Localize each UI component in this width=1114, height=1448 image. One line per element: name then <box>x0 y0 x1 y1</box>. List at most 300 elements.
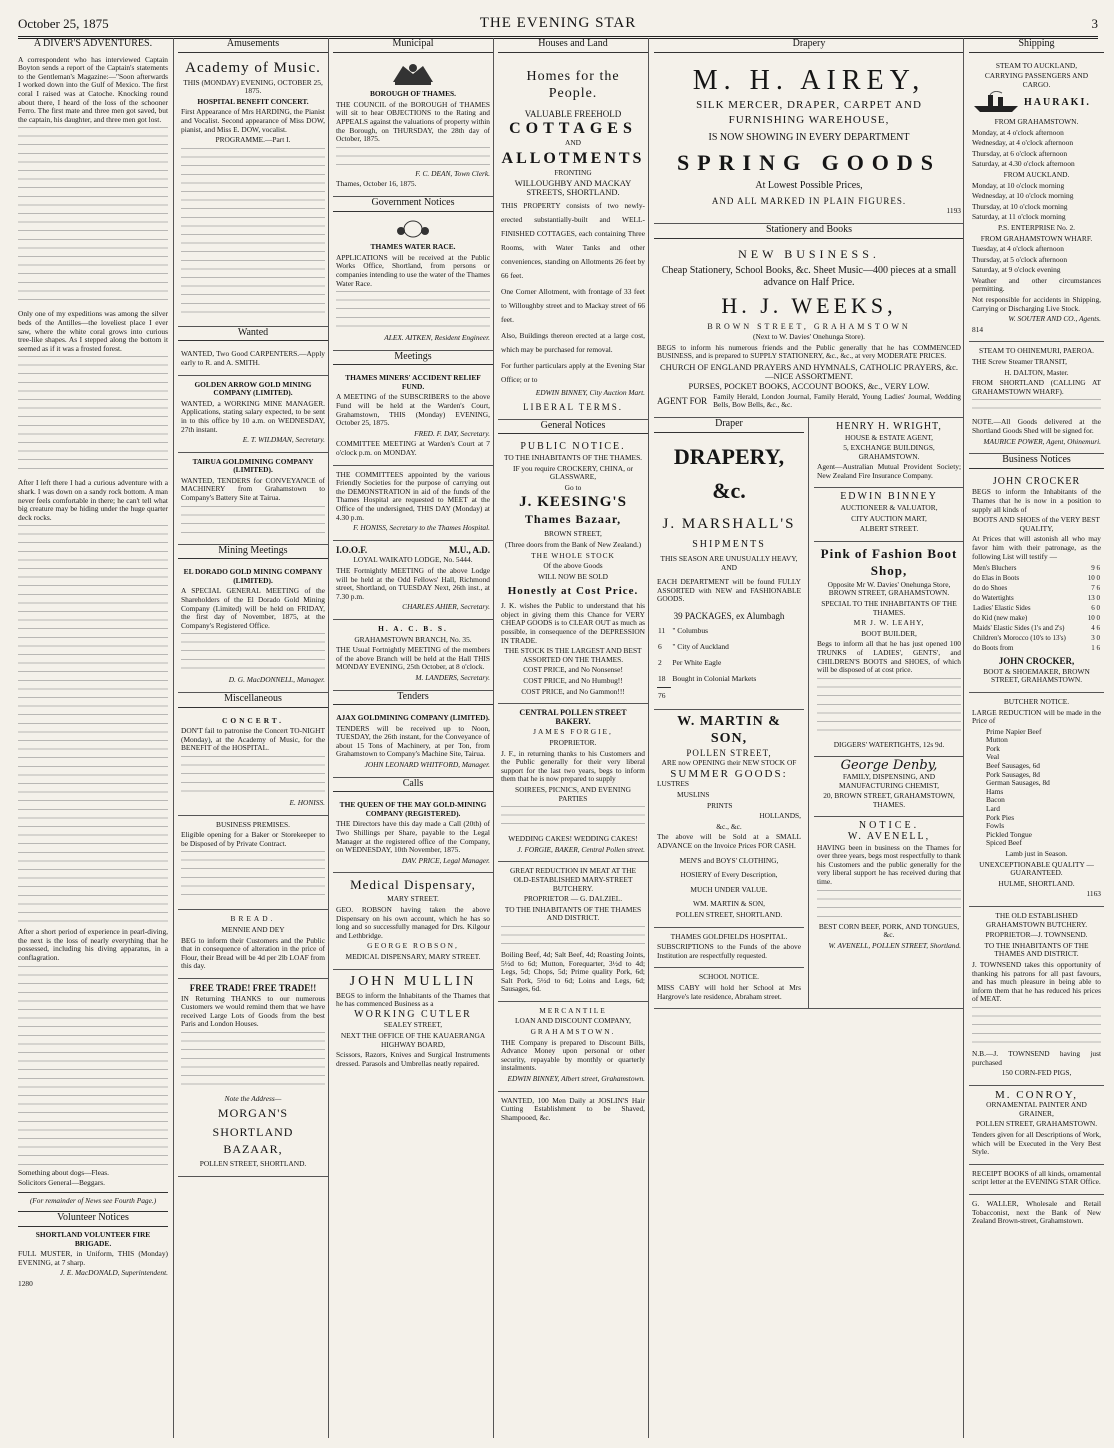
ad-body: IS NOW SHOWING IN EVERY DEPARTMENT <box>708 131 910 143</box>
ad-business-name: MR J. W. LEAHY, <box>853 618 925 628</box>
price-item: Maids' Elastic Sides (1's and 2's) <box>973 624 1065 633</box>
ad-body: THE Screw Steamer TRANSIT, <box>972 357 1067 367</box>
ad-body: THIS PROPERTY consists of two newly-erected substantially-built and WELL-FINISHED COTTAGES, each containing Three Rooms, with Water Tanks and other conveniences, standing on Allotments 26 feet by 66 feet. <box>501 200 645 280</box>
timetable-row: Monday, at 4 o'clock afternoon <box>972 127 1064 137</box>
ad-signature: ALEX. AITKEN, Resident Engineer. <box>384 333 490 343</box>
ad-signature: GEORGE ROBSON, <box>367 941 459 951</box>
ad-title: AJAX GOLDMINING COMPANY (LIMITED). <box>336 713 490 723</box>
columns <box>18 38 1101 1438</box>
ad-text-block <box>181 851 325 901</box>
ad-signature: JOHN CROCKER, <box>998 656 1075 667</box>
ad-address: WILLOUGHBY AND MACKAY STREETS, SHORTLAND. <box>514 178 632 197</box>
ad-body: COMMITTEE MEETING at Warden's Court at 7 o'clock p.m. on MONDAY. <box>336 439 490 458</box>
ad-body: BEG to inform their Customers and the Public that in consequence of alteration in the price of Flour, their Bread will be 4d per 2lb LOAF from this day. <box>181 935 325 971</box>
ad-text-block <box>181 633 325 673</box>
ad-body: WANTED, a WORKING MINE MANAGER. Applications, stating salary expected, to be sent in to this office by 10 a.m. on WEDNESDAY, 27th instant. <box>181 398 325 434</box>
ad-business-name: J. KEESING'S <box>519 494 627 511</box>
ad-body: MISS CABY will hold her School at Mrs Hargrove's late residence, Abraham street. <box>657 982 801 1001</box>
ad-body: THE Usual Fortnightly MEETING of the members of the above Branch will be held at the Hall THIS MONDAY EVENING, 25th October, at 8 o'clock. <box>336 645 490 672</box>
ad-body: BEGS to inform the Inhabitants of the Thames that he has commenced Business as a <box>336 990 490 1009</box>
list-item: Pork Pies <box>986 812 1015 822</box>
ad-subtitle: MENNIE AND DEY <box>221 924 285 934</box>
remainder-note: (For remainder of News see Fourth Page.) <box>29 1195 157 1205</box>
shipment-vessel: " Columbus <box>672 625 709 635</box>
ad-subtitle: SPECIAL TO THE INHABITANTS OF THE THAMES. <box>821 599 957 617</box>
meat-list <box>972 728 1101 848</box>
ad-body: EACH DEPARTMENT will be found FULLY ASSORTED with NEW and FASHIONABLE GOODS. <box>657 577 801 604</box>
list-item: Lard <box>986 804 1000 814</box>
ioof-label: I.O.O.F. <box>336 544 368 555</box>
ad-title: CENTRAL POLLEN STREET BAKERY. <box>519 708 627 726</box>
ad-title: FREE TRADE! FREE TRADE!! <box>189 982 317 993</box>
ad-headline: COTTAGES <box>509 120 637 138</box>
timetable-row: Saturday, at 4.30 o'clock afternoon <box>972 159 1075 169</box>
ad-body: J. F., in returning thanks to his Customers and the Public generally for their very liberal support for the last two years, begs to inform them that he is now prepared to supply <box>501 748 645 784</box>
programme-heading: PROGRAMME.—Part I. <box>215 135 291 145</box>
ad-signature: HULME, SHORTLAND. <box>998 878 1075 888</box>
ad-body: HOSIERY of Every Description, <box>680 870 778 880</box>
shipment-count: 18 <box>658 673 666 683</box>
list-item: German Sausages, 8d <box>986 778 1050 788</box>
column-municipal <box>328 38 497 1438</box>
table-row <box>657 655 801 671</box>
ad-business-name: M. CONROY, <box>994 1088 1079 1101</box>
newspaper-title: THE EVENING STAR <box>479 15 637 31</box>
ad-signature: E. T. WILDMAN, Secretary. <box>242 435 325 445</box>
ad-subtitle: ORNAMENTAL PAINTER AND GRAINER, <box>986 1100 1087 1118</box>
airey-name: M. H. AIREY, <box>692 64 926 96</box>
ad-signature: CHARLES AHIER, Secretary. <box>402 602 490 612</box>
ad-signature: D. G. MacDONNELL, Manager. <box>228 675 325 685</box>
ad-address: POLLEN STREET, SHORTLAND. <box>675 909 783 919</box>
ad-body: NOTE.—All Goods delivered at the Shortland Goods Shed will be signed for. <box>972 417 1101 435</box>
section-header-amusements: Amusements <box>178 38 328 53</box>
ad-subtitle: VALUABLE FREEHOLD <box>524 108 622 119</box>
issue-date: October 25, 1875 <box>18 16 109 31</box>
ad-body: At Prices that will astonish all who may favor him with their patronage, as the following List will testify — <box>972 534 1101 561</box>
ad-body: THE COMMITTEES appointed by the various Friendly Societies for the purpose of carrying out the DEMONSTRATION in aid of the funds of the Thames Hospital are requested to MEET at the Office of the undersigned, THIS DAY (Monday) at 4.30 p.m. <box>336 469 490 522</box>
ad-address: BROWN STREET, <box>544 529 602 539</box>
column-drapery <box>648 38 969 1438</box>
ad-title: STEAM TO OHINEMURI, PAEROA. <box>978 346 1095 356</box>
column-news <box>18 38 172 1438</box>
ad-title: BOROUGH OF THAMES. <box>369 89 457 99</box>
ad-title: SCHOOL NOTICE. <box>698 972 760 982</box>
list-item: Beef Sausages, 6d <box>986 761 1040 771</box>
ad-body: THE Company is prepared to Discount Bills, Advance Money upon personal or other security, repayable by monthly or quarterly instalments. <box>501 1037 645 1073</box>
ad-body: WILL NOW BE SOLD <box>538 571 608 581</box>
list-item: Hams <box>986 786 1004 796</box>
timetable-row: Monday, at 10 o'clock morning <box>972 180 1065 190</box>
section-header-business: Business Notices <box>969 454 1104 469</box>
ad-body: 39 PACKAGES, ex Alumbagh <box>673 611 785 622</box>
ad-body: MEN'S and BOYS' CLOTHING, <box>679 855 779 865</box>
ad-body: A MEETING of the SUBSCRIBERS to the above Fund will be held at the Warden's Court, Grahamstown, THIS (Monday) EVENING, October 25, 1875. <box>336 392 490 428</box>
ad-body: Weather and other circumstances permitting. <box>972 275 1101 294</box>
ad-signature: EDWIN BINNEY, City Auction Mart. <box>535 387 645 397</box>
ad-body: Of the above Goods <box>543 561 603 571</box>
ad-signature: J. FORGIE, BAKER, Central Pollen street. <box>517 844 645 854</box>
ad-title: SHIPMENTS <box>692 538 766 550</box>
shipment-count: 11 <box>658 625 666 635</box>
shipment-count: 2 <box>658 657 662 667</box>
ad-business-name: SHORTLAND BAZAAR, <box>212 1125 294 1157</box>
ad-body: SOIREES, PICNICS, AND EVENING PARTIES <box>515 784 631 803</box>
table-row <box>972 613 1101 623</box>
ad-body: THE WHOLE STOCK <box>531 550 615 560</box>
ad-body: THE Directors have this day made a Call (20th) of Two Shillings per Share, payable to the Legal Manager at the registered office of the Company, on WEDNESDAY, 10th November, 1875. <box>336 819 490 855</box>
price-value: 10 0 <box>1087 574 1100 583</box>
ad-address: CITY AUCTION MART, <box>851 513 927 523</box>
ad-business-name: JAMES FORGIE, <box>533 727 613 737</box>
ad-title: NEW BUSINESS. <box>738 246 880 261</box>
vessel-name: HAURAKI. <box>1024 97 1091 109</box>
price-table <box>972 563 1101 653</box>
ad-body: COST PRICE, and No Nonsense! <box>523 665 623 675</box>
ad-title: THAMES WATER RACE. <box>370 242 456 252</box>
ad-body: FULL MUSTER, in Uniform, THIS (Monday) EVENING, at 7 sharp. <box>18 1249 168 1267</box>
ad-business-name: JOHN MULLIN <box>349 973 477 989</box>
ad-business-name: HENRY H. WRIGHT, <box>836 420 942 432</box>
ad-address: SEALEY STREET, <box>383 1020 443 1030</box>
ad-title: STEAM TO AUCKLAND, <box>995 60 1078 70</box>
table-row <box>657 687 801 704</box>
concert-title: HOSPITAL BENEFIT CONCERT. <box>197 96 309 106</box>
ad-subtitle: AUCTIONEER & VALUATOR, <box>840 503 938 513</box>
ad-title: WORKING CUTLER <box>354 1008 472 1020</box>
timetable-row: Thursday, at 6 o'clock afternoon <box>972 148 1068 158</box>
ad-address: 5, EXCHANGE BUILDINGS, GRAHAMSTOWN. <box>843 443 935 461</box>
timetable-row: Tuesday, at 4 o'clock afternoon <box>972 244 1064 254</box>
ad-body: GEO. ROBSON having taken the above Dispensary on his own account, which he has so long and so successfully managed for Drs. Kilgour and Lethbridge. <box>336 905 490 940</box>
ad-item: &c., &c. <box>716 821 742 831</box>
ad-body: WEDDING CAKES! WEDDING CAKES! <box>508 834 638 844</box>
ad-text-block <box>336 291 490 331</box>
article-text-block <box>18 525 168 925</box>
ad-signature: JOHN LEONARD WHITFORD, Manager. <box>364 760 490 770</box>
academy-title: Academy of Music. <box>185 59 321 76</box>
ad-item: MUSLINS <box>677 790 710 800</box>
timetable-heading: FROM AUCKLAND. <box>1003 169 1070 179</box>
ad-address: MEDICAL DISPENSARY, MARY STREET. <box>345 951 481 961</box>
ad-body: CHURCH OF ENGLAND PRAYERS AND HYMNALS, CATHOLIC PRAYERS, &c.—NICE ASSORTMENT. <box>659 361 959 381</box>
ad-date: Thames, October 16, 1875. <box>336 179 417 189</box>
ad-title: PUBLIC NOTICE. <box>520 441 626 453</box>
ad-number: 1163 <box>1086 889 1101 899</box>
section-header-meetings: Meetings <box>333 351 493 366</box>
ad-title: THAMES GOLDFIELDS HOSPITAL. <box>670 931 788 941</box>
ad-body: PURSES, POCKET BOOKS, ACCOUNT BOOKS, &c., VERY LOW. <box>688 381 930 392</box>
article-title: A DIVER'S ADVENTURES. <box>33 38 153 49</box>
ad-body: Not responsible for accidents in Shipping, Carrying or Discharging Live Stock. <box>972 295 1101 313</box>
ad-text-block <box>181 506 325 536</box>
agent-label: AGENT FOR <box>657 396 708 407</box>
page-number: 3 <box>1091 16 1098 31</box>
ad-text-block <box>817 678 961 738</box>
price-value: 13 0 <box>1087 594 1100 603</box>
vessel-name: P.S. ENTERPRISE No. 2. <box>998 222 1075 232</box>
ad-body: WANTED, TENDERS for CONVEYANCE of MACHINERY from Grahamstown to Company's Battery Site at Tairua. <box>181 475 325 503</box>
price-item: do Watertights <box>973 594 1014 603</box>
section-header-government: Government Notices <box>333 197 493 212</box>
price-value: 10 0 <box>1087 614 1100 623</box>
ad-body: IN Returning THANKS to our numerous Customers we would remind them that we have received Large Lots of Goods from the best Paris and London Houses. <box>181 993 325 1029</box>
ad-body: The above will be Sold at a SMALL ADVANCE on the Invoice Prices FOR CASH. <box>657 832 801 850</box>
masthead <box>18 14 1098 39</box>
ad-title: BUTCHER NOTICE. <box>1003 696 1070 706</box>
ad-address: NEXT THE OFFICE OF THE KAUAERANGA HIGHWAY BOARD, <box>340 1030 486 1049</box>
section-header-shipping: Shipping <box>969 38 1104 53</box>
ad-title: LOAN AND DISCOUNT COMPANY, <box>514 1016 632 1026</box>
ad-body: THIS SEASON ARE UNUSUALLY HEAVY, AND <box>660 554 798 572</box>
ad-title: THE QUEEN OF THE MAY GOLD-MINING COMPANY (REGISTERED). <box>339 800 487 818</box>
ad-body: First Appearance of Mrs HARDING, the Pianist and Vocalist. Second appearance of Miss DOW, pianist, and Miss E. DOW, vocalist. <box>181 107 325 134</box>
ad-signature: WM. MARTIN & SON, <box>692 899 766 909</box>
ad-body: THE Fortnightly MEETING of the above Lodge will be held at the Odd Fellows' Hall, Richmond street, Shortland, on TUESDAY Next, 26th inst., at 7.30 p.m. <box>336 565 490 601</box>
ad-title: THE OLD ESTABLISHED GRAHAMSTOWN BUTCHERY. <box>985 910 1088 929</box>
marshall-name: J. MARSHALL'S <box>662 515 796 532</box>
ad-body: Scissors, Razors, Knives and Surgical Instruments dressed. Parasols and Umbrellas neatly repaired. <box>336 1050 490 1068</box>
ad-subtitle: TO THE INHABITANTS OF THE THAMES. <box>503 452 643 462</box>
shipment-vessel: " City of Auckland <box>672 641 729 651</box>
ad-signature: M. LANDERS, Secretary. <box>415 672 490 682</box>
royal-arms-icon <box>336 219 490 242</box>
article-text-block <box>18 966 168 1166</box>
section-header-houses: Houses and Land <box>498 38 648 53</box>
steamship-icon <box>972 91 1020 116</box>
timetable-row: Wednesday, at 10 o'clock morning <box>972 191 1074 201</box>
ad-body: HAVING been in business on the Thames for over three years, begs most respectfully to thank his Customers and the public generally for the very liberal support he has received during that time. <box>817 842 961 886</box>
ad-item: LUSTRES <box>657 779 690 789</box>
ad-body: BEST CORN BEEF, PORK, AND TONGUES, &c. <box>818 921 960 940</box>
ad-body: Tenders given for all Descriptions of Work, which will be Executed in the Very Best Style. <box>972 1130 1101 1157</box>
section-header-municipal: Municipal <box>333 38 493 53</box>
section-header-volunteer: Volunteer Notices <box>18 1211 168 1227</box>
ad-title: EL DORADO GOLD MINING COMPANY (LIMITED). <box>183 567 323 585</box>
ad-body: 150 CORN-FED PIGS, <box>1001 1068 1072 1078</box>
list-item: Fowls <box>986 821 1005 831</box>
ad-body: For further particulars apply at the Evening Star Office; or to <box>501 360 645 384</box>
timetable-heading: FROM GRAHAMSTOWN. <box>994 116 1079 126</box>
shipment-vessel: Bought in Colonial Markets <box>672 673 757 683</box>
ad-date: THIS (MONDAY) EVENING, OCTOBER 25, 1875. <box>183 77 323 96</box>
table-row <box>972 633 1101 643</box>
ad-terms: LIBERAL TERMS. <box>522 402 623 413</box>
ad-address: 20, BROWN STREET, GRAHAMSTOWN, THAMES. <box>823 791 955 809</box>
ad-body: COST PRICE, and No Humbug!! <box>523 676 623 686</box>
section-header-drapery: Drapery <box>654 38 964 53</box>
ad-body: AND ALL MARKED IN PLAIN FIGURES. <box>711 195 907 206</box>
timetable-row: Thursday, at 10 o'clock morning <box>972 201 1068 211</box>
price-value: 9 6 <box>1091 564 1100 573</box>
table-row <box>657 671 801 688</box>
ad-signature: J. E. MacDONALD, Superintendent. <box>59 1268 168 1278</box>
timetable-row: Saturday, at 11 o'clock morning <box>972 212 1066 222</box>
table-row <box>972 593 1101 603</box>
price-item: Ladies' Elastic Sides <box>973 604 1031 613</box>
ad-headline: ALLOTMENTS <box>501 149 645 167</box>
ad-subtitle: PROPRIETOR — G. DALZIEL. <box>523 894 623 904</box>
shipment-total: 76 <box>657 687 671 704</box>
ad-body: SUBSCRIPTIONS to the Funds of the above Institution are respectfully requested. <box>657 942 801 960</box>
section-header-miscellaneous: Miscellaneous <box>178 693 328 708</box>
article-paragraph: After a short period of experience in pearl-diving, the next is the loss of nearly everything that he possessed, including his diving apparatus, in a conflagration. <box>18 927 168 963</box>
list-item: Pork Sausages, 8d <box>986 769 1040 779</box>
section-header-mining: Mining Meetings <box>178 545 328 560</box>
list-item: Pickled Tongue <box>986 829 1032 839</box>
ad-signature: MAURICE POWER, Agent, Ohinemuri. <box>983 436 1101 446</box>
section-header-stationery: Stationery and Books <box>654 224 964 239</box>
timetable-row: Saturday, at 9 o'clock evening <box>972 265 1061 275</box>
ad-title: THAMES MINERS' ACCIDENT RELIEF FUND. <box>345 373 481 391</box>
ad-title: BUSINESS PREMISES. <box>216 819 290 829</box>
table-row <box>657 639 801 655</box>
table-row <box>972 573 1101 583</box>
ad-body: Also, Buildings thereon erected at a large cost, which may be purchased for removal. <box>501 330 645 354</box>
ad-title: H. A. C. B. S. <box>378 623 448 633</box>
ad-subtitle: SILK MERCER, DRAPER, CARPET AND FURNISHING WAREHOUSE, <box>696 98 922 126</box>
ad-subtitle: BOOT BUILDER, <box>861 628 917 638</box>
weeks-name: H. J. WEEKS, <box>721 292 897 318</box>
ad-body: A SPECIAL GENERAL MEETING of the Shareholders of the El Dorado Gold Mining Company (Limited) will be held on FRIDAY, the first day of November, 1875, at the Company's Registered Office. <box>181 586 325 630</box>
price-item: do Boots from <box>973 644 1014 653</box>
ad-body: WANTED, Two Good CARPENTERS.—Apply early to R. and A. SMITH. <box>181 349 325 367</box>
ad-subtitle: TO THE INHABITANTS OF THE THAMES AND DISTRICT. <box>984 940 1089 959</box>
ad-signature: FRED. F. DAY, Secretary. <box>414 428 490 438</box>
ad-address: POLLEN STREET, GRAHAMSTOWN. <box>975 1119 1098 1129</box>
ad-title: Homes for the People. <box>526 68 620 101</box>
ad-title: GOLDEN ARROW GOLD MINING COMPANY (LIMITED). <box>194 379 312 398</box>
section-header-general: General Notices <box>498 420 648 435</box>
agent-list: Family Herald, London Journal, Family Herald, Young Ladies' Journal, Wedding Bells, Bow Bells, &c., &c. <box>713 391 961 410</box>
section-header-calls: Calls <box>333 778 493 793</box>
ad-subtitle: PROPRIETOR. <box>549 738 597 747</box>
ad-body: IF you require CROCKERY, CHINA, or GLASSWARE, <box>513 463 633 482</box>
ad-body: Go to <box>564 482 582 492</box>
drapery-left <box>654 418 809 1008</box>
ad-conjunction: AND <box>564 138 581 148</box>
ad-subtitle: HOUSE & ESTATE AGENT, <box>845 432 933 442</box>
programme-list <box>181 148 325 318</box>
price-item: do Kid (new make) <box>973 614 1028 623</box>
ad-headline: SPRING GOODS <box>676 150 942 176</box>
article-paragraph: A correspondent who has interviewed Captain Boyton sends a report of the Captain's statements to the Gentleman's Magazine:—"Soon afterwards I worked down into the Gulf of Mexico. The first coral I raised was at Catoche. Knocking round about there, I heard of the loss of the schooner Ferro. The first mate and three men got saved, but the captain, his daughter, and three men got lost. <box>18 54 168 124</box>
ad-text-block <box>817 890 961 920</box>
price-item: Men's Bluchers <box>973 564 1017 573</box>
drapery-subgrid <box>654 418 964 1009</box>
ad-body: THE STOCK IS THE LARGEST AND BEST ASSORTED ON THE THAMES. <box>504 646 642 664</box>
ad-title: SHORTLAND VOLUNTEER FIRE BRIGADE. <box>35 1230 151 1248</box>
coat-of-arms-icon <box>336 60 490 89</box>
ad-body: RECEIPT BOOKS of all kinds, ornamental script letter at the EVENING STAR Office. <box>972 1168 1101 1187</box>
ad-body: N.B.—J. TOWNSEND having just purchased <box>972 1048 1101 1067</box>
timetable-heading: FROM GRAHAMSTOWN WHARF. <box>980 233 1093 243</box>
ad-signature: DAV. PRICE, Legal Manager. <box>401 855 490 865</box>
ad-subtitle: CARRYING PASSENGERS AND CARGO. <box>984 71 1089 89</box>
ad-business-name: JOHN CROCKER <box>992 475 1081 487</box>
ad-body: At Lowest Possible Prices, <box>755 180 863 192</box>
ad-number: 1280 <box>18 1279 33 1288</box>
ad-body: Begs to inform all that he has just opened 100 TRUNKS of LADIES', GENTS', and CHILDREN'S BOOTS and SHOES, of which will be disposed of at cost price. <box>817 639 961 675</box>
ad-title: LOYAL WAIKATO LODGE, No. 5444. <box>353 555 473 565</box>
ad-title: MERCANTILE <box>539 1005 607 1015</box>
ad-body: Lamb just in Season. <box>1005 849 1068 858</box>
ad-body: TENDERS will be received up to Noon, TUESDAY, the 26th instant, for the Conveyance of about 15 Tons of Machinery, at per Ton, from Grahamstown to Company's Machine Site, Tairua. <box>336 723 490 759</box>
ad-text-block <box>336 147 490 167</box>
ad-subtitle: TO THE INHABITANTS OF THE THAMES AND DISTRICT. <box>504 904 642 923</box>
ad-body: Agent—Australian Mutual Provident Society; New Zealand Fire Insurance Company. <box>817 462 961 480</box>
ad-subtitle: MARY STREET. <box>387 894 439 904</box>
table-row <box>972 623 1101 633</box>
ad-body: FROM SHORTLAND (CALLING AT GRAHAMSTOWN WHARF). <box>972 378 1101 396</box>
ad-item: PRINTS <box>707 800 733 810</box>
ad-signature: F. HONISS, Secretary to the Thames Hospital. <box>353 523 490 533</box>
ad-body: Eligible opening for a Baker or Storekeeper to be Disposed of by Private Contract. <box>181 830 325 848</box>
ad-number: 814 <box>972 324 984 334</box>
ad-address: ALBERT STREET. <box>859 524 919 534</box>
ad-body: DON'T fail to patronise the Concert TO-NIGHT (Monday), at the Academy of Music, for the BENEFIT of the HOSPITAL. <box>181 726 325 753</box>
ad-body: APPLICATIONS will be received at the Public Works Office, Shortland, from persons or companies intending to use the water of the Thames Water Race. <box>336 252 490 288</box>
ad-text-block <box>501 806 645 832</box>
table-row <box>972 583 1101 593</box>
price-item: do do Shoes <box>973 584 1008 593</box>
ad-address: (Three doors from the Bank of New Zealand.) <box>504 539 642 549</box>
ad-subtitle: BOOTS AND SHOES of the VERY BEST QUALITY, <box>973 515 1100 533</box>
ad-title: BREAD. <box>230 914 276 924</box>
section-header-tenders: Tenders <box>333 691 493 706</box>
ad-body: BEGS to inform his numerous friends and the Public generally that he has COMMENCED BUSINESS, and is prepared to SUPPLY STATIONERY, &c., &c., at very MODERATE PRICES. <box>657 342 961 361</box>
price-value: 7 6 <box>1091 584 1100 593</box>
price-value: 6 0 <box>1091 604 1100 613</box>
price-value: 3 0 <box>1091 634 1100 643</box>
ad-note: Note the Address— <box>224 1093 282 1103</box>
ad-body: WANTED, 100 Men Daily at JOSLIN'S Hair Cutting Establishment to be Shaved, Shampooed, &c. <box>501 1095 645 1122</box>
ad-address: BROWN STREET, GRAHAMSTOWN <box>707 321 911 331</box>
list-item: Pork <box>986 743 1000 753</box>
ad-body: COST PRICE, and No Gammon!!! <box>521 686 625 696</box>
ad-text-block <box>181 756 325 796</box>
list-item: Veal <box>986 752 1000 762</box>
ad-title: GREAT REDUCTION IN MEAT AT THE OLD-ESTABLISHED MARY-STREET BUTCHERY. <box>509 866 637 893</box>
ad-address: POLLEN STREET, SHORTLAND. <box>199 1159 307 1169</box>
article-text-block <box>18 356 168 476</box>
ad-address: POLLEN STREET, <box>686 747 772 758</box>
ad-headline: SUMMER GOODS: <box>670 767 788 780</box>
timetable-row: Thursday, at 5 o'clock afternoon <box>972 254 1068 264</box>
drapery-right <box>809 418 964 1008</box>
ad-text-block <box>501 926 645 948</box>
ad-number: 1193 <box>946 206 961 216</box>
ad-business-name: Thames Bazaar, <box>524 512 622 527</box>
ad-text-block <box>972 1007 1101 1047</box>
ad-text-block <box>181 1032 325 1092</box>
list-item: Bacon <box>986 795 1005 805</box>
ad-subtitle: FAMILY, DISPENSING, AND MANUFACTURING CHEMIST, <box>839 771 939 790</box>
ad-signature: W. AVENELL, POLLEN STREET, Shortland. <box>828 940 961 950</box>
ad-subtitle: GRAHAMSTOWN BRANCH, No. 35. <box>354 634 472 644</box>
ad-price-list: Boiling Beef, 4d; Salt Beef, 4d; Roasting Joints, 5½d to 6d; Mutton, Forequarter, 3½d to 4d; Legs, 5d; Chops, 5d; Prime quality Pork, 6d; Salt Pork, 5½d to 6d; Loins and Legs, 6d; Sausages, 6d. <box>501 949 645 994</box>
ad-subtitle: PROPRIETOR—J. TOWNSEND. <box>985 930 1088 940</box>
ad-conjunction: FRONTING <box>554 167 592 177</box>
ad-address: Opposite Mr W. Davies' Onehunga Store, BROWN STREET, GRAHAMSTOWN. <box>827 579 951 598</box>
price-item: Children's Morocco (10's to 13's) <box>973 634 1066 643</box>
list-item: Spiced Beef <box>986 838 1022 848</box>
ad-address: BOOT & SHOEMAKER, BROWN STREET, GRAHAMSTOWN. <box>983 666 1090 685</box>
ad-body: THE COUNCIL of the BOROUGH of THAMES will sit to hear OBJECTIONS to the Rating and APPEALS against the valuations of property within the Borough, on THURSDAY, the 28th day of October, 1875. <box>336 99 490 144</box>
shipment-vessel: Per White Eagle <box>672 657 722 667</box>
column-shipping <box>963 38 1104 1438</box>
ad-headline: Honestly at Cost Price. <box>507 585 639 598</box>
